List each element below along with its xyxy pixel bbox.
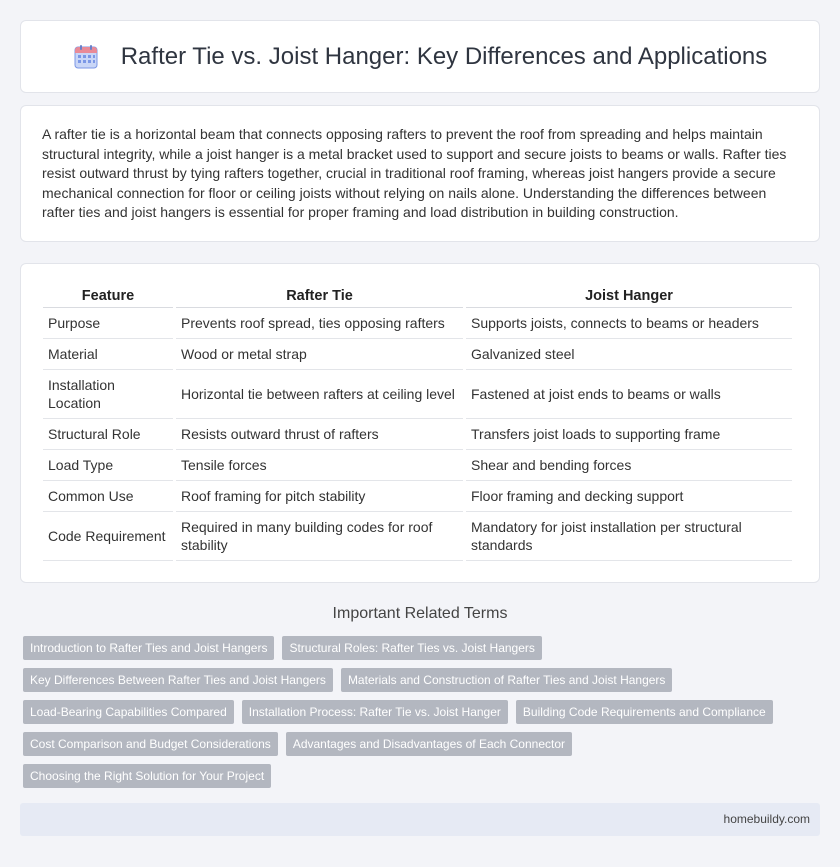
related-terms-title: Important Related Terms (332, 605, 508, 622)
footer (20, 803, 820, 836)
header-card (20, 20, 820, 93)
table-cell: Installation Location (43, 370, 173, 419)
table-cell: Common Use (43, 481, 173, 512)
comparison-table-card (20, 263, 820, 583)
table-cell: Fastened at joist ends to beams or walls (466, 370, 792, 419)
term-link[interactable]: Introduction to Rafter Ties and Joist Hangers (23, 636, 274, 660)
footer-site-link[interactable]: homebuildy.com (723, 812, 810, 826)
table-cell: Material (43, 339, 173, 370)
table-cell: Code Requirement (43, 512, 173, 561)
header-joist-hanger: Joist Hanger (466, 282, 792, 308)
table-cell: Shear and bending forces (466, 450, 792, 481)
term-link[interactable]: Advantages and Disadvantages of Each Connector (286, 732, 572, 756)
term-link[interactable]: Cost Comparison and Budget Considerations (23, 732, 278, 756)
table-row (43, 308, 792, 339)
term-link[interactable]: Installation Process: Rafter Tie vs. Joist Hanger (242, 700, 508, 724)
table-row (43, 370, 792, 419)
comparison-table (40, 282, 795, 561)
intro-card (20, 105, 820, 242)
table-row (43, 481, 792, 512)
table-row (43, 419, 792, 450)
table-cell: Load Type (43, 450, 173, 481)
term-link[interactable]: Key Differences Between Rafter Ties and Joist Hangers (23, 668, 333, 692)
calendar-icon (73, 44, 99, 70)
table-cell: Galvanized steel (466, 339, 792, 370)
table-cell: Roof framing for pitch stability (176, 481, 463, 512)
table-cell: Prevents roof spread, ties opposing rafters (176, 308, 463, 339)
page-title: Rafter Tie vs. Joist Hanger: Key Differences and Applications (120, 42, 768, 70)
table-cell: Supports joists, connects to beams or headers (466, 308, 792, 339)
header-feature: Feature (43, 282, 173, 308)
term-link[interactable]: Building Code Requirements and Compliance (516, 700, 773, 724)
table-row (43, 450, 792, 481)
term-link[interactable]: Materials and Construction of Rafter Ties and Joist Hangers (341, 668, 672, 692)
header (73, 43, 768, 71)
term-link[interactable]: Structural Roles: Rafter Ties vs. Joist Hangers (282, 636, 541, 660)
table-row (43, 512, 792, 561)
table-cell: Required in many building codes for roof stability (176, 512, 463, 561)
table-cell: Structural Role (43, 419, 173, 450)
table-cell: Tensile forces (176, 450, 463, 481)
intro-text: A rafter tie is a horizontal beam that connects opposing rafters to prevent the roof from spreading and helps maintain structural integrity, while a joist hanger is a metal bracket used to support and secure joists to beams or walls. Rafter ties resist outward thrust by tying rafters together, crucial in traditional roof framing, whereas joist hangers provide a secure mechanical connection for floor or ceiling joists without relying on nails alone. Understanding the differences between rafter ties and joist hangers is essential for proper framing and load distribution in building construction. (42, 126, 787, 220)
header-rafter-tie: Rafter Tie (176, 282, 463, 308)
table-cell: Horizontal tie between rafters at ceiling level (176, 370, 463, 419)
table-cell: Mandatory for joist installation per structural standards (466, 512, 792, 561)
table-cell: Purpose (43, 308, 173, 339)
term-link[interactable]: Choosing the Right Solution for Your Project (23, 764, 271, 788)
related-terms (23, 636, 823, 796)
term-link[interactable]: Load-Bearing Capabilities Compared (23, 700, 234, 724)
table-cell: Transfers joist loads to supporting frame (466, 419, 792, 450)
table-cell: Floor framing and decking support (466, 481, 792, 512)
table-header-row (43, 282, 792, 308)
table-row (43, 339, 792, 370)
table-cell: Resists outward thrust of rafters (176, 419, 463, 450)
table-cell: Wood or metal strap (176, 339, 463, 370)
